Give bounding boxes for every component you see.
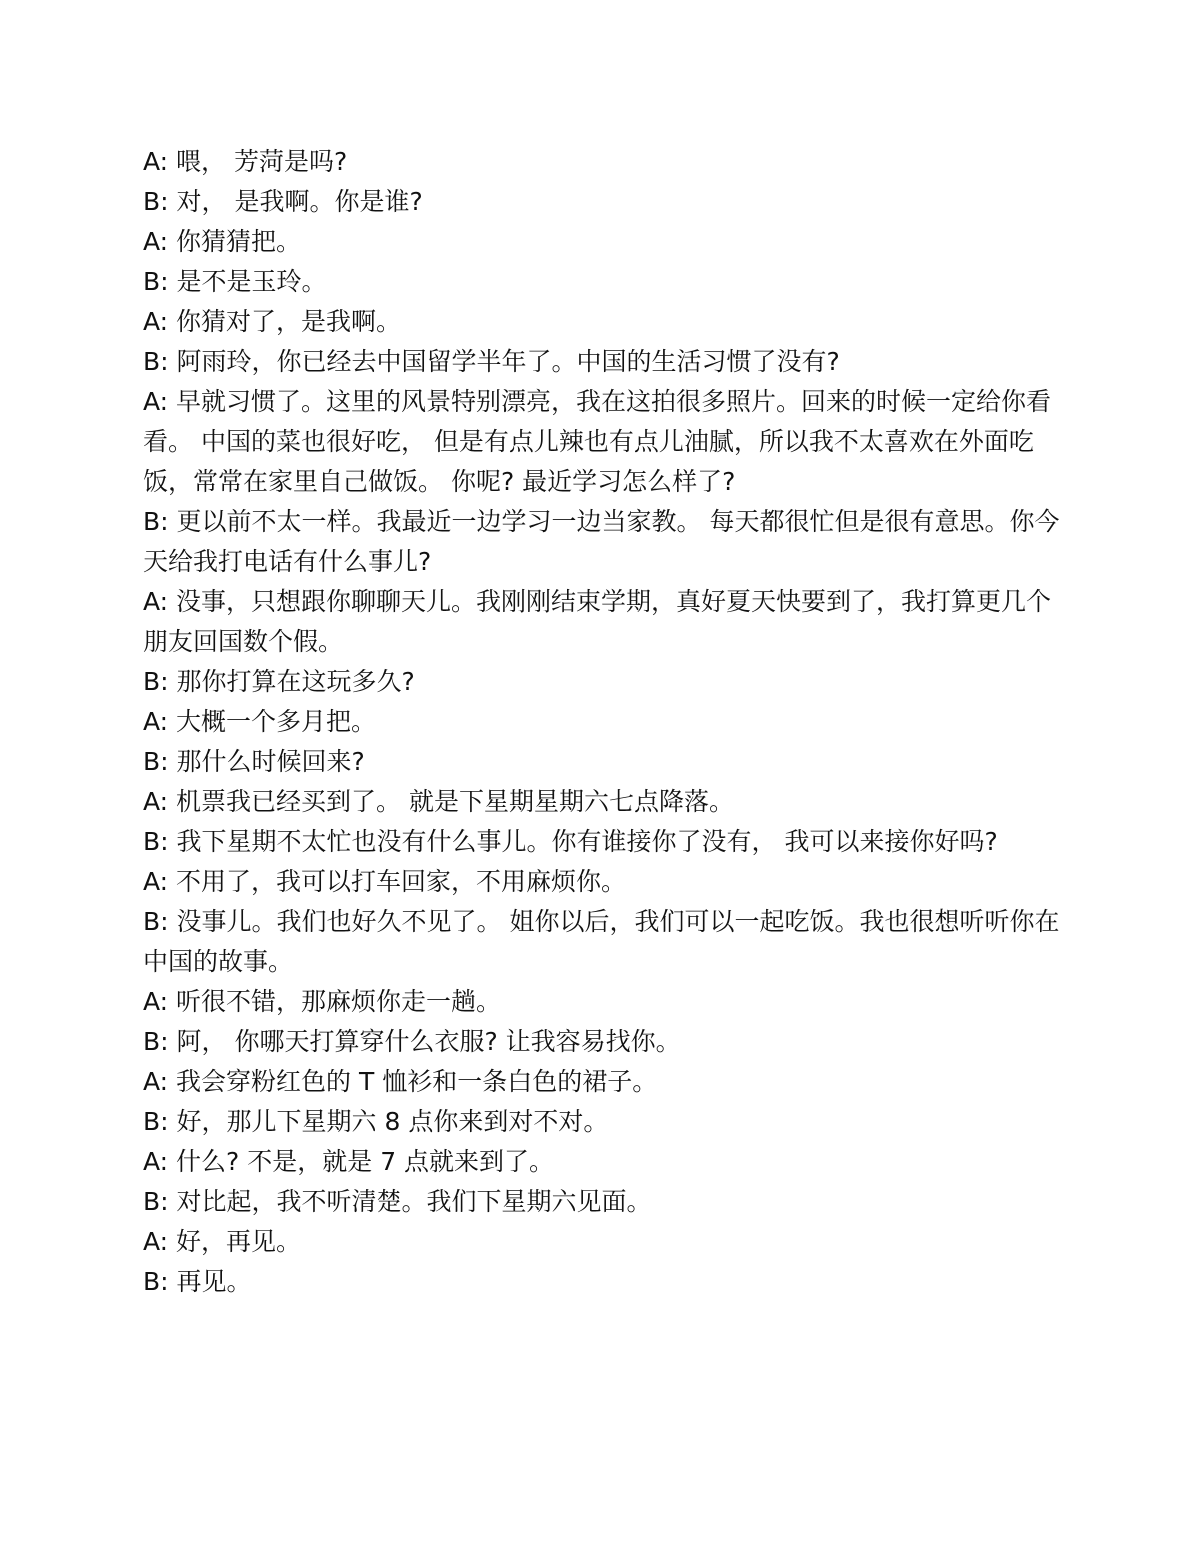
dialogue-line: B: 再见。: [143, 1267, 252, 1296]
dialogue-line: B: 没事儿。我们也好久不见了。 姐你以后，我们可以一起吃饭。我也很想听听你在中国的故事。: [143, 907, 1060, 976]
dialogue-line: A: 机票我已经买到了。 就是下星期星期六七点降落。: [143, 787, 734, 816]
dialogue-line: B: 阿， 你哪天打算穿什么衣服? 让我容易找你。: [143, 1027, 681, 1056]
dialogue-line: A: 好，再见。: [143, 1227, 302, 1256]
dialogue-line: B: 对， 是我啊。你是谁?: [143, 187, 423, 216]
dialogue-line: A: 听很不错，那麻烦你走一趟。: [143, 987, 502, 1016]
dialogue-line: B: 好，那儿下星期六 8 点你来到对不对。: [143, 1107, 609, 1136]
dialogue-line: A: 没事，只想跟你聊聊天儿。我刚刚结束学期，真好夏天快要到了，我打算更几个朋友回国数个假。: [143, 587, 1052, 656]
dialogue-line: A: 我会穿粉红色的 T 恤衫和一条白色的裙子。: [143, 1067, 658, 1096]
dialogue-line: A: 你猜猜把。: [143, 227, 302, 256]
dialogue-line: A: 喂， 芳菏是吗?: [143, 147, 348, 176]
dialogue-line: A: 什么? 不是，就是 7 点就来到了。: [143, 1147, 555, 1176]
dialogue-line: B: 那你打算在这玩多久?: [143, 667, 415, 696]
dialogue-line: A: 大概一个多月把。: [143, 707, 377, 736]
dialogue-line: B: 阿雨玲，你已经去中国留学半年了。中国的生活习惯了没有?: [143, 347, 840, 376]
dialogue-list: [143, 142, 1063, 1302]
dialogue-line: B: 那什么时候回来?: [143, 747, 365, 776]
dialogue-line: B: 更以前不太一样。我最近一边学习一边当家教。 每天都很忙但是很有意思。你今天给我打电话有什么事儿?: [143, 507, 1060, 576]
dialogue-line: B: 是不是玉玲。: [143, 267, 327, 296]
dialogue-line: A: 你猜对了，是我啊。: [143, 307, 402, 336]
dialogue-line: B: 对比起，我不听清楚。我们下星期六见面。: [143, 1187, 652, 1216]
dialogue-line: A: 不用了，我可以打车回家，不用麻烦你。: [143, 867, 627, 896]
dialogue-line: B: 我下星期不太忙也没有什么事儿。你有谁接你了没有， 我可以来接你好吗?: [143, 827, 998, 856]
dialogue-line: A: 早就习惯了。这里的风景特别漂亮，我在这拍很多照片。回来的时候一定给你看看。 中国的菜也很好吃， 但是有点儿辣也有点儿油腻，所以我不太喜欢在外面吃饭，常常在家里自己做饭。 你呢? 最近学习怎么样了?: [143, 387, 1052, 496]
